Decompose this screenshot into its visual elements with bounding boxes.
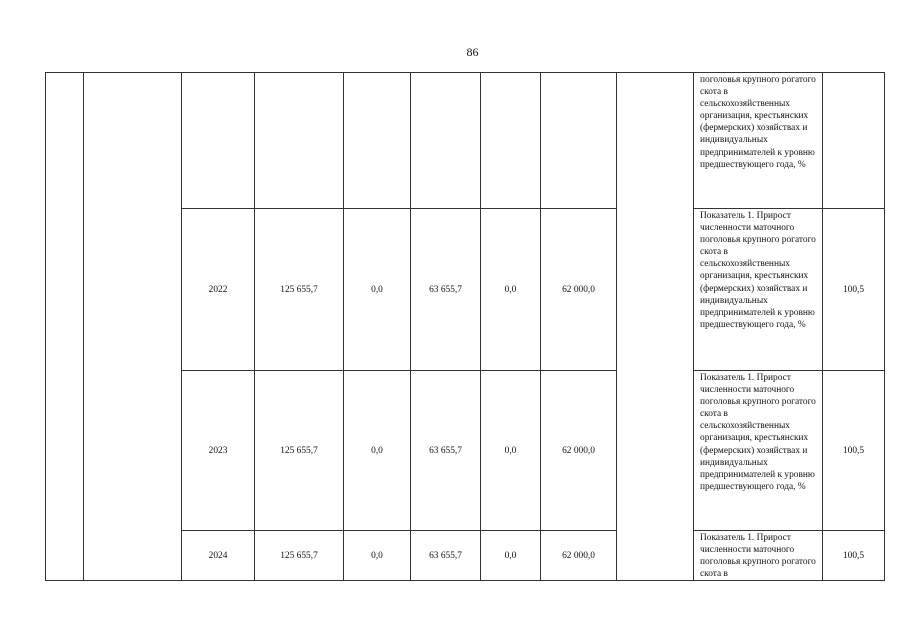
table-cell-col-b: 63 655,7 xyxy=(411,209,481,371)
table-cell-col-c: 0,0 xyxy=(481,531,541,581)
table-cell-target: 100,5 xyxy=(823,531,885,581)
table-cell-col-c: 0,0 xyxy=(481,209,541,371)
table-cell-col-d: 62 000,0 xyxy=(541,209,617,371)
table-cell-indicator xyxy=(694,531,823,581)
table-cell-total: 125 655,7 xyxy=(255,371,344,531)
table-cell-indicator xyxy=(694,73,823,209)
table-cell-year: 2022 xyxy=(182,209,255,371)
table-cell-col-b xyxy=(411,73,481,209)
table-cell-col-a: 0,0 xyxy=(344,209,411,371)
table-cell-indicator: Показатель 1. Прирост численности маточного поголовья крупного рогатого скота в сельскохозяйственных организация, крестьянских (фермерских) хозяйствах и индивидуальных предпринимателей к уровню предшествующего года, % xyxy=(694,371,823,531)
table-cell-indicator: Показатель 1. Прирост численности маточного поголовья крупного рогатого скота в сельскохозяйственных организация, крестьянских (фермерских) хозяйствах и индивидуальных предпринимателей к уровню предшествующего года, % xyxy=(694,209,823,371)
indicator-text: Показатель 1. Прирост численности маточного поголовья крупного рогатого скота в xyxy=(700,533,816,580)
table-cell-target xyxy=(823,73,885,209)
table-cell-col-a: 0,0 xyxy=(344,371,411,531)
table-cell-col-a xyxy=(344,73,411,209)
table-cell-col-d xyxy=(541,73,617,209)
table-cell-year xyxy=(182,73,255,209)
table-cell-number xyxy=(46,73,84,581)
table-cell-total: 125 655,7 xyxy=(255,209,344,371)
program-table xyxy=(45,72,885,581)
table-cell-col-d: 62 000,0 xyxy=(541,371,617,531)
table-cell-executor xyxy=(617,73,694,581)
table-cell-col-d: 62 000,0 xyxy=(541,531,617,581)
table-cell-target: 100,5 xyxy=(823,209,885,371)
table-cell-col-b: 63 655,7 xyxy=(411,371,481,531)
table-cell-col-c xyxy=(481,73,541,209)
table-cell-target: 100,5 xyxy=(823,371,885,531)
table-row xyxy=(46,73,885,209)
table-cell-col-a: 0,0 xyxy=(344,531,411,581)
page-number: 86 xyxy=(466,45,479,59)
table-cell-col-c: 0,0 xyxy=(481,371,541,531)
table-cell-total xyxy=(255,73,344,209)
table-cell-year: 2023 xyxy=(182,371,255,531)
table-cell-year: 2024 xyxy=(182,531,255,581)
table-cell-total: 125 655,7 xyxy=(255,531,344,581)
table-cell-name xyxy=(84,73,182,581)
table-cell-col-b: 63 655,7 xyxy=(411,531,481,581)
indicator-text: поголовья крупного рогатого скота в сельскохозяйственных организация, крестьянских (фермерских) хозяйствах и индивидуальных предпринимателей к уровню предшествующего года, % xyxy=(700,75,816,170)
